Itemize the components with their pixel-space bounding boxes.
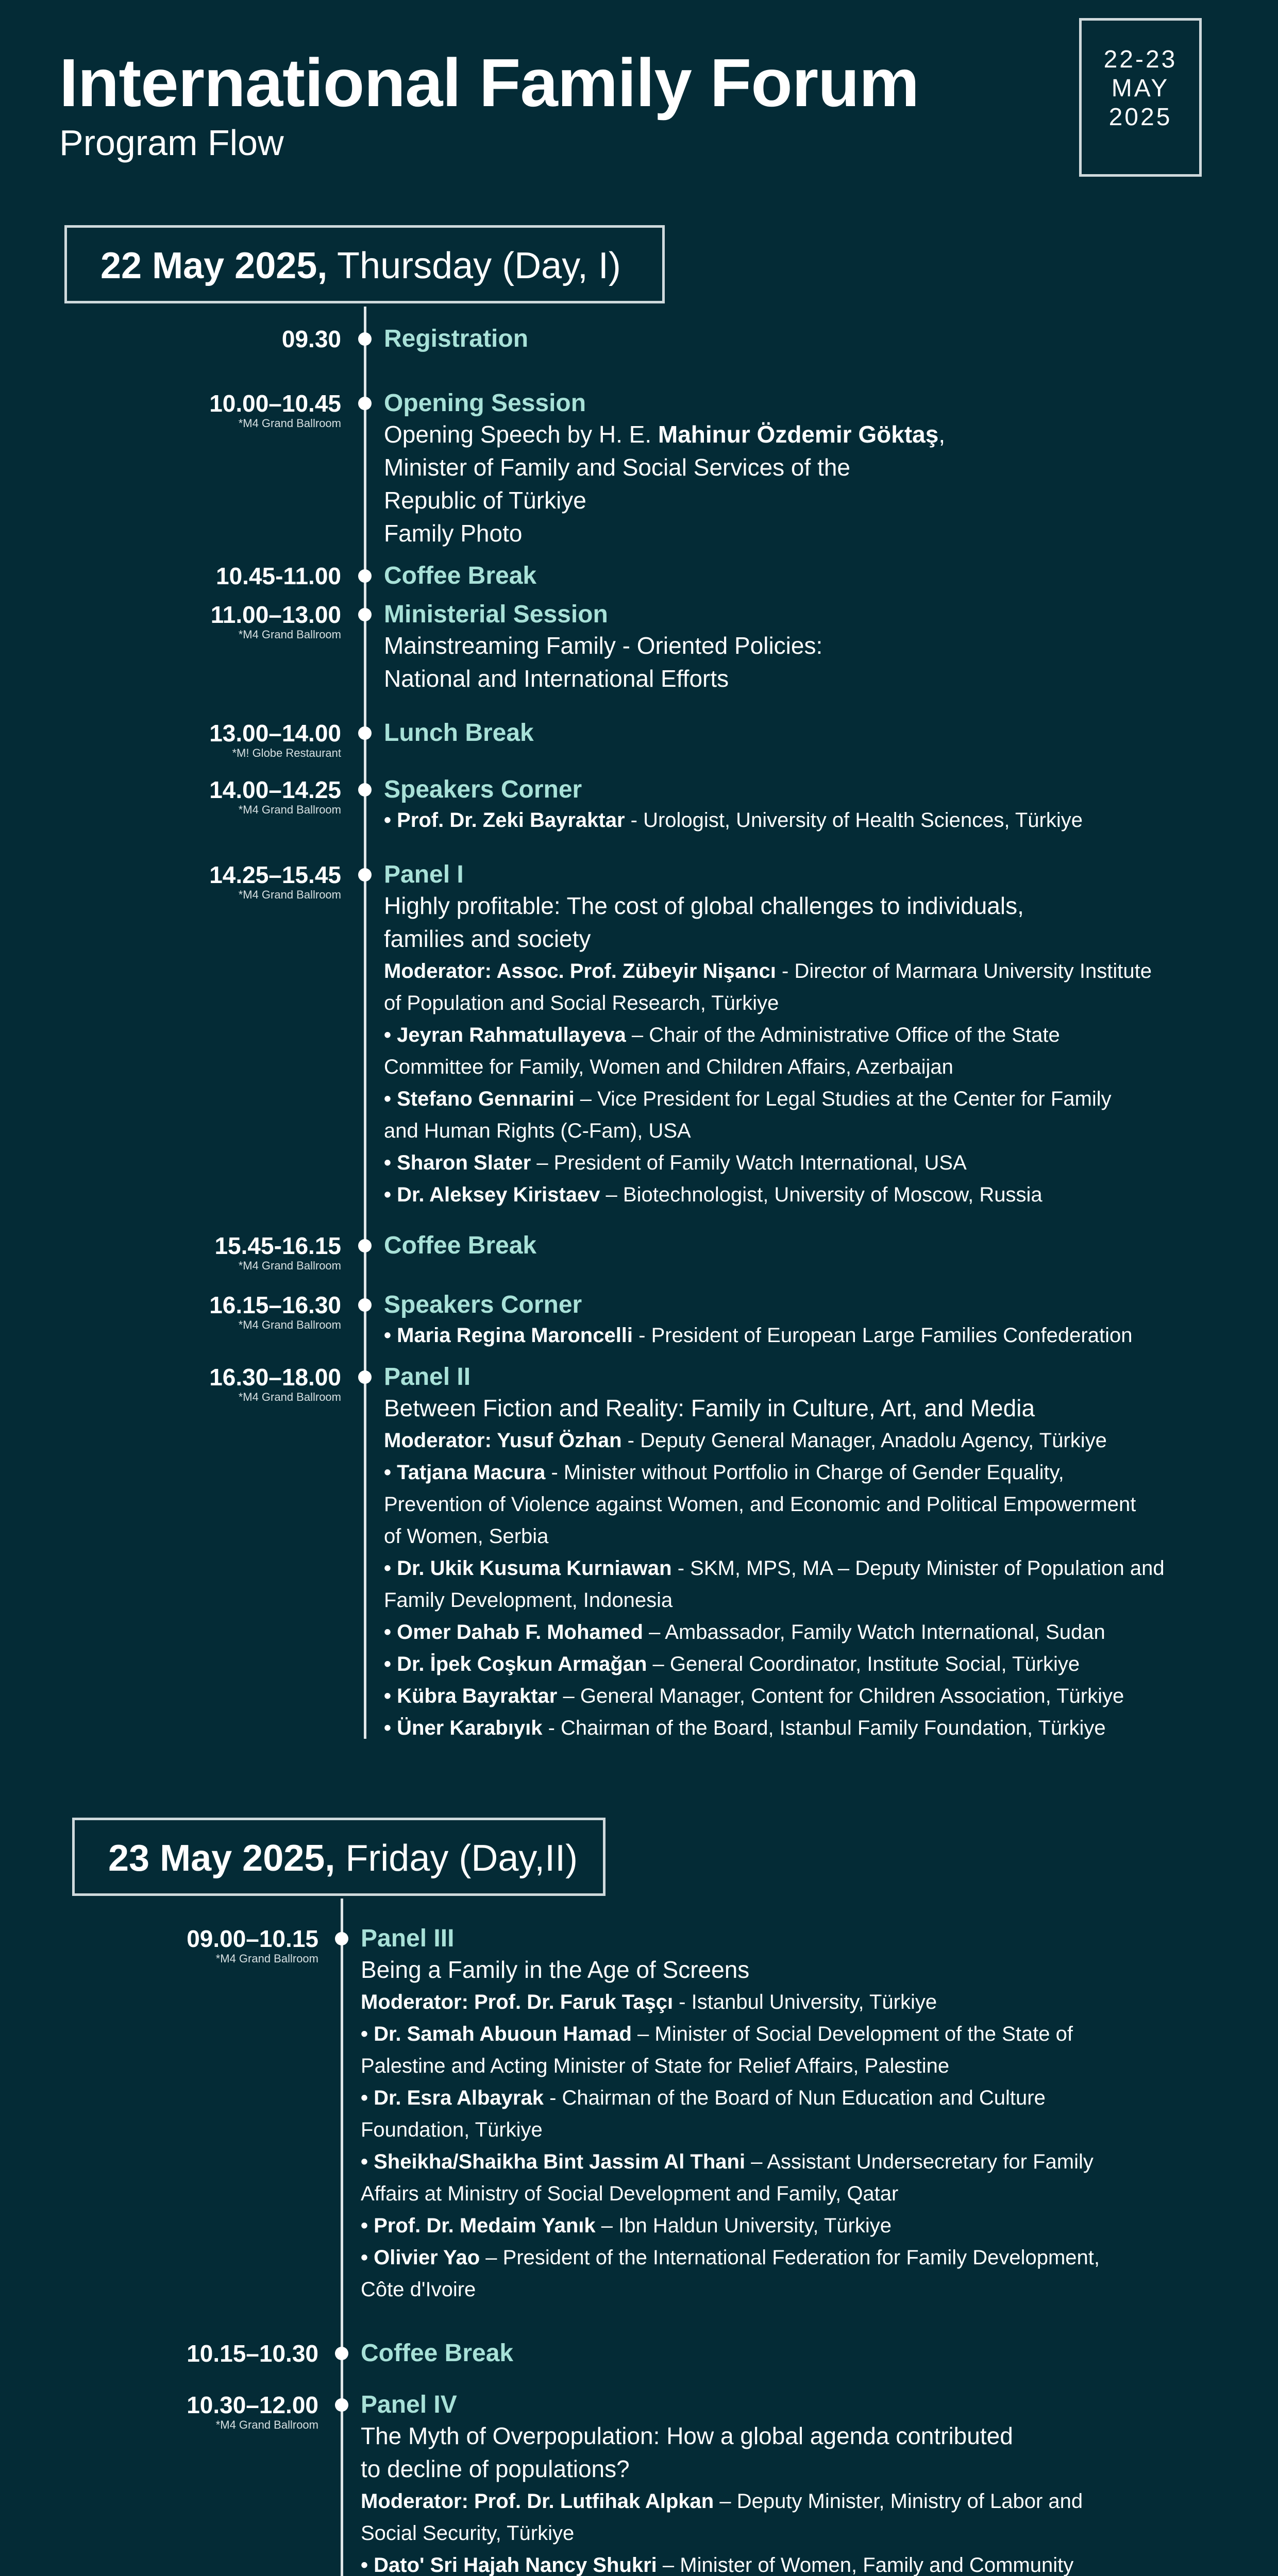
timeline-dot (358, 783, 372, 796)
timeline-dot (358, 608, 372, 621)
session-time: 09.00–10.15 (187, 1925, 318, 1952)
session-time: 10.00–10.45 (209, 390, 341, 417)
session-line (384, 922, 1152, 955)
speaker-name: Moderator: Assoc. Prof. Zübeyir Nişancı (384, 960, 776, 982)
session-line (361, 2082, 1100, 2114)
session-text: Affairs at Ministry of Social Development and Family, Qatar (361, 2182, 899, 2205)
session-line (361, 2178, 1100, 2210)
session-venue: *M4 Grand Ballroom (215, 1952, 318, 1965)
timeline-dot (358, 332, 372, 346)
session-title: Speakers Corner (384, 1291, 582, 1318)
session-block (384, 600, 822, 695)
speaker-name: • Sheikha/Shaikha Bint Jassim Al Thani (361, 2150, 746, 2173)
session-venue: *M! Globe Restaurant (232, 747, 341, 759)
session-text: – Ambassador, Family Watch International, Sudan (643, 1621, 1105, 1643)
timeline-dot (335, 2347, 348, 2360)
session-text: – Minister of Social Development of the State of (631, 2023, 1073, 2045)
session-line (384, 1392, 1165, 1425)
session-venue: *M4 Grand Ballroom (238, 803, 341, 816)
session-text: Mainstreaming Family - Oriented Policies: (384, 632, 823, 659)
session-line (384, 1648, 1165, 1680)
date-badge-month: MAY (1111, 75, 1170, 102)
session-title: Speakers Corner (384, 776, 582, 803)
timeline-dot (335, 2398, 348, 2412)
session-venue: *M4 Grand Ballroom (238, 1391, 341, 1403)
session-title: Registration (384, 325, 529, 352)
session-text: of Population and Social Research, Türkiye (384, 992, 779, 1014)
session-block (384, 562, 536, 590)
session-block (384, 860, 1152, 1211)
session-block (384, 1291, 1132, 1351)
session-text: – Assistant Undersecretary for Family (745, 2150, 1094, 2173)
session-text: – Vice President for Legal Studies at the Center for Family (574, 1088, 1112, 1110)
session-line (384, 1019, 1152, 1051)
session-time: 11.00–13.00 (210, 601, 341, 628)
session-block (384, 1231, 536, 1260)
session-block (384, 325, 528, 353)
speaker-name: • Stefano Gennarini (384, 1088, 575, 1110)
speaker-name: • Olivier Yao (361, 2246, 480, 2269)
session-line (384, 1712, 1165, 1744)
day-header (64, 225, 665, 303)
session-text: Being a Family in the Age of Screens (361, 1956, 750, 1983)
session-line (384, 484, 945, 517)
session-text: – Ibn Haldun University, Türkiye (595, 2214, 892, 2237)
session-text: Republic of Türkiye (384, 487, 586, 514)
session-line (384, 1051, 1152, 1083)
date-badge-days: 22-23 (1103, 46, 1178, 73)
session-text: Social Security, Türkiye (361, 2522, 575, 2545)
session-line (384, 1319, 1132, 1351)
session-text: The Myth of Overpopulation: How a global agenda contributed (361, 2422, 1013, 2449)
speaker-name: Mahinur Özdemir Göktaş (658, 421, 939, 448)
session-line (361, 2114, 1100, 2146)
session-line (361, 2210, 1100, 2242)
session-title: Panel I (384, 861, 464, 888)
timeline-dot (358, 1298, 372, 1312)
session-text: Highly profitable: The cost of global challenges to individuals, (384, 892, 1024, 919)
session-title: Ministerial Session (384, 601, 608, 628)
session-text: – President of Family Watch International, USA (531, 1151, 967, 1174)
session-venue: *M4 Grand Ballroom (238, 1318, 341, 1331)
session-line (384, 889, 1152, 922)
timeline-dot (358, 569, 372, 583)
session-title: Lunch Break (384, 719, 534, 747)
session-line (384, 1147, 1152, 1179)
session-text: Family Development, Indonesia (384, 1589, 673, 1612)
session-text: to decline of populations? (361, 2455, 630, 2482)
session-text: Committee for Family, Women and Children Affairs, Azerbaijan (384, 1056, 953, 1078)
session-line (384, 1115, 1152, 1147)
session-title: Panel II (384, 1363, 471, 1391)
session-line (361, 1953, 1100, 1986)
session-time: 16.15–16.30 (209, 1292, 341, 1318)
session-text: National and International Efforts (384, 665, 729, 692)
session-line (384, 1680, 1165, 1712)
date-badge-year: 2025 (1108, 104, 1172, 131)
session-text: - President of European Large Families Confederation (633, 1324, 1133, 1347)
session-title: Opening Session (384, 389, 586, 417)
timeline-dot (358, 1370, 372, 1384)
session-block (361, 1924, 1100, 2306)
speaker-name: • Dr. Samah Abuoun Hamad (361, 2023, 632, 2045)
speaker-name: Moderator: Prof. Dr. Lutfihak Alpkan (361, 2490, 714, 2513)
session-line (384, 662, 822, 695)
day-header (72, 1818, 606, 1896)
timeline-dot (358, 1239, 372, 1252)
session-line (361, 2242, 1100, 2274)
session-venue: *M4 Grand Ballroom (238, 417, 341, 430)
session-time: 16.30–18.00 (209, 1364, 341, 1391)
session-line (361, 2517, 1087, 2549)
session-venue: *M4 Grand Ballroom (215, 2418, 318, 2431)
speaker-name: • Üner Karabıyık (384, 1717, 543, 1739)
speaker-name: • Sharon Slater (384, 1151, 531, 1174)
session-line (384, 451, 945, 484)
session-text: - Chairman of the Board, Istanbul Family Foundation, Türkiye (542, 1717, 1106, 1739)
speaker-name: • Kübra Bayraktar (384, 1685, 558, 1707)
session-text: - Chairman of the Board of Nun Education and Culture (543, 2087, 1046, 2109)
session-title: Panel III (361, 1925, 455, 1952)
session-text: Minister of Family and Social Services of the (384, 454, 851, 481)
session-text: of Women, Serbia (384, 1525, 549, 1548)
session-text: - SKM, MPS, MA – Deputy Minister of Population and (671, 1557, 1165, 1580)
session-line (361, 2018, 1100, 2050)
date-badge (1079, 18, 1202, 177)
session-block (361, 2391, 1087, 2576)
session-text: – Biotechnologist, University of Moscow, Russia (600, 1183, 1042, 1206)
session-text: - Istanbul University, Türkiye (673, 1991, 937, 2013)
session-line (384, 1584, 1165, 1616)
session-line (384, 1425, 1165, 1456)
session-venue: *M4 Grand Ballroom (238, 628, 341, 641)
session-text: Foundation, Türkiye (361, 2119, 543, 2141)
session-text: , (938, 421, 946, 448)
session-line (384, 1616, 1165, 1648)
speaker-name: • Jeyran Rahmatullayeva (384, 1024, 626, 1046)
session-block (384, 1363, 1165, 1744)
session-text: – Minister of Women, Family and Community (657, 2554, 1074, 2576)
session-text: – Chair of the Administrative Office of the State (626, 1024, 1060, 1046)
speaker-name: • Dr. Ukik Kusuma Kurniawan (384, 1557, 672, 1580)
session-line (384, 1520, 1165, 1552)
timeline-dot (358, 726, 372, 740)
speaker-name: • Prof. Dr. Medaim Yanık (361, 2214, 596, 2237)
session-time: 14.00–14.25 (209, 776, 341, 803)
session-line (384, 629, 822, 662)
session-time: 13.00–14.00 (209, 720, 341, 747)
session-text: Family Photo (384, 520, 523, 547)
session-time: 14.25–15.45 (209, 861, 341, 888)
session-text: – President of the International Federation for Family Development, (480, 2246, 1100, 2269)
session-line (361, 2452, 1087, 2485)
timeline-dot (358, 397, 372, 410)
session-text: - Minister without Portfolio in Charge of Gender Equality, (545, 1461, 1064, 1484)
session-text: - Deputy General Manager, Anadolu Agency, Türkiye (621, 1429, 1107, 1452)
session-line (384, 987, 1152, 1019)
timeline-line (364, 307, 366, 1739)
session-text: and Human Rights (C-Fam), USA (384, 1120, 691, 1142)
day-weekday: Thursday (Day, I) (327, 245, 621, 286)
session-block (361, 2339, 513, 2368)
speaker-name: Moderator: Yusuf Özhan (384, 1429, 622, 1452)
timeline-line (341, 1899, 343, 2576)
session-block (384, 775, 1083, 836)
session-venue: *M4 Grand Ballroom (238, 888, 341, 901)
session-line (361, 1986, 1100, 2018)
session-block (384, 719, 534, 748)
speaker-name: • Dato' Sri Hajah Nancy Shukri (361, 2554, 657, 2576)
session-line (384, 1552, 1165, 1584)
speaker-name: • Dr. İpek Coşkun Armağan (384, 1653, 647, 1675)
timeline-dot (335, 1932, 348, 1945)
session-text: families and society (384, 925, 591, 952)
session-text: - Director of Marmara University Institute (776, 960, 1152, 982)
session-time: 10.45-11.00 (215, 563, 341, 589)
session-text: Opening Speech by H. E. (384, 421, 658, 448)
session-title: Panel IV (361, 2391, 457, 2418)
timeline-dot (358, 868, 372, 882)
session-line (384, 418, 945, 451)
session-line (361, 2549, 1087, 2576)
session-time: 10.30–12.00 (187, 2392, 318, 2418)
day-weekday: Friday (Day,II) (335, 1838, 578, 1879)
session-line (361, 2050, 1100, 2082)
session-text: Côte d'Ivoire (361, 2278, 476, 2301)
session-line (361, 2419, 1087, 2452)
session-line (361, 2485, 1087, 2517)
session-text: Prevention of Violence against Women, and Economic and Political Empowerment (384, 1493, 1136, 1516)
speaker-name: • Maria Regina Maroncelli (384, 1324, 633, 1347)
speaker-name: • Dr. Esra Albayrak (361, 2087, 544, 2109)
session-time: 09.30 (281, 326, 341, 352)
speaker-name: • Prof. Dr. Zeki Bayraktar (384, 809, 625, 832)
session-line (384, 1179, 1152, 1211)
session-venue: *M4 Grand Ballroom (238, 1259, 341, 1272)
session-text: - Urologist, University of Health Sciences, Türkiye (625, 809, 1083, 832)
day-date: 23 May 2025, (108, 1838, 335, 1879)
session-line (361, 2146, 1100, 2178)
speaker-name: • Tatjana Macura (384, 1461, 546, 1484)
speaker-name: Moderator: Prof. Dr. Faruk Taşçı (361, 1991, 674, 2013)
session-time: 15.45-16.15 (214, 1232, 341, 1259)
session-title: Coffee Break (361, 2340, 514, 2367)
session-line (384, 1488, 1165, 1520)
session-text: Palestine and Acting Minister of State for Relief Affairs, Palestine (361, 2055, 950, 2077)
session-title: Coffee Break (384, 1232, 537, 1259)
session-text: Between Fiction and Reality: Family in Culture, Art, and Media (384, 1395, 1035, 1421)
session-text: – General Coordinator, Institute Social, Türkiye (647, 1653, 1080, 1675)
session-line (384, 1456, 1165, 1488)
session-line (384, 1083, 1152, 1115)
session-line (384, 955, 1152, 987)
speaker-name: • Omer Dahab F. Mohamed (384, 1621, 643, 1643)
session-text: – General Manager, Content for Children Association, Türkiye (557, 1685, 1124, 1707)
session-line (384, 804, 1083, 836)
session-title: Coffee Break (384, 562, 537, 589)
session-time: 10.15–10.30 (187, 2340, 318, 2367)
day-date: 22 May 2025, (100, 245, 328, 286)
session-text: – Deputy Minister, Ministry of Labor and (714, 2490, 1083, 2513)
session-block (384, 389, 945, 550)
page-title: International Family Forum (59, 45, 919, 121)
speaker-name: • Dr. Aleksey Kiristaev (384, 1183, 600, 1206)
session-line (361, 2274, 1100, 2306)
session-line (384, 517, 945, 550)
page-subtitle: Program Flow (59, 123, 284, 163)
